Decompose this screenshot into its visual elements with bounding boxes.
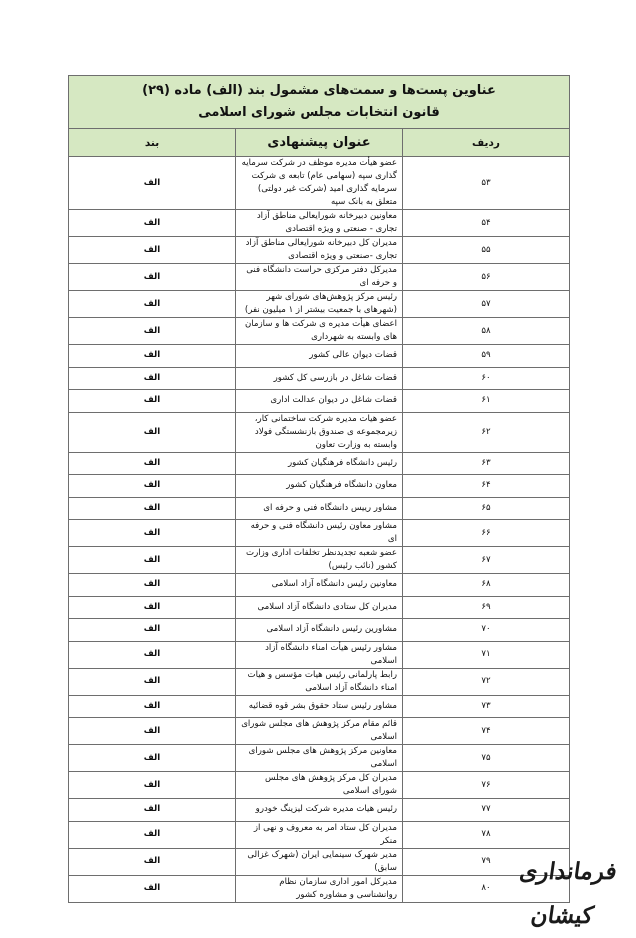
row-number: ۵۷: [403, 291, 570, 318]
row-number: ۵۵: [403, 237, 570, 264]
row-band: الف: [69, 210, 236, 237]
row-title: معاون دانشگاه فرهنگیان کشور: [236, 475, 403, 498]
row-band: الف: [69, 574, 236, 597]
row-title: مدیران کل مرکز پژوهش های مجلس شورای اسلامی: [236, 772, 403, 799]
row-band: الف: [69, 412, 236, 452]
row-band: الف: [69, 452, 236, 475]
row-band: الف: [69, 264, 236, 291]
row-number: ۶۳: [403, 452, 570, 475]
table-row: [69, 475, 570, 498]
row-number: ۶۷: [403, 547, 570, 574]
table-row: [69, 291, 570, 318]
row-band: الف: [69, 596, 236, 619]
row-band: الف: [69, 497, 236, 520]
table-row: [69, 264, 570, 291]
row-band: الف: [69, 799, 236, 822]
row-title: رئیس دانشگاه فرهنگیان کشور: [236, 452, 403, 475]
row-band: الف: [69, 745, 236, 772]
row-band: الف: [69, 668, 236, 695]
row-number: ۷۰: [403, 619, 570, 642]
table-row: [69, 390, 570, 413]
row-number: ۶۹: [403, 596, 570, 619]
row-band: الف: [69, 619, 236, 642]
row-title: قضات شاغل در بازرسی کل کشور: [236, 367, 403, 390]
row-title: معاونین مرکز پژوهش های مجلس شورای اسلامی: [236, 745, 403, 772]
row-band: الف: [69, 718, 236, 745]
table-row: [69, 210, 570, 237]
row-band: الف: [69, 520, 236, 547]
row-band: الف: [69, 367, 236, 390]
row-band: الف: [69, 875, 236, 902]
table-row: [69, 412, 570, 452]
row-number: ۶۱: [403, 390, 570, 413]
row-number: ۷۳: [403, 695, 570, 718]
row-band: الف: [69, 641, 236, 668]
row-title: مدیران کل ستادی دانشگاه آزاد اسلامی: [236, 596, 403, 619]
table-row: [69, 695, 570, 718]
row-number: ۷۶: [403, 772, 570, 799]
row-number: ۶۵: [403, 497, 570, 520]
row-band: الف: [69, 390, 236, 413]
table-row: [69, 875, 570, 902]
table-row: [69, 668, 570, 695]
title-line-1: عناوین پست‌ها و سمت‌های مشمول بند (الف) ماده (۲۹): [142, 83, 496, 98]
table-row: [69, 520, 570, 547]
table-row: [69, 497, 570, 520]
row-band: الف: [69, 695, 236, 718]
row-number: ۵۶: [403, 264, 570, 291]
row-number: ۷۷: [403, 799, 570, 822]
column-header-row: [69, 129, 570, 157]
row-title: رابط پارلمانی رئیس هیات مؤسس و هیات امناء دانشگاه آزاد اسلامی: [236, 668, 403, 695]
row-title: مشاور معاون رئیس دانشگاه فنی و حرفه ای: [236, 520, 403, 547]
row-title: قضات دیوان عالی کشور: [236, 345, 403, 368]
row-title: رئیس هیات مدیره شرکت لیزینگ خودرو: [236, 799, 403, 822]
table-row: [69, 318, 570, 345]
row-band: الف: [69, 848, 236, 875]
row-number: ۶۲: [403, 412, 570, 452]
column-header-title: عنوان پیشنهادی: [236, 129, 403, 157]
table-row: [69, 619, 570, 642]
column-header-num: ردیف: [403, 129, 570, 157]
row-number: ۶۸: [403, 574, 570, 597]
row-band: الف: [69, 237, 236, 264]
table-row: [69, 574, 570, 597]
row-title: معاونین دبیرخانه شورایعالی مناطق آزاد تجاری - صنعتی و ویژه اقتصادی: [236, 210, 403, 237]
row-title: اعضای هیأت مدیره ی شرکت ها و سازمان های وابسته به شهرداری: [236, 318, 403, 345]
row-title: عضو هیأت مدیره موظف در شرکت سرمایه گذاری سپه (سهامی عام) تابعه ی شرکت سرمایه گذاری امید (شرکت غیر دولتی) متعلق به بانک سپه: [236, 157, 403, 210]
row-number: ۷۴: [403, 718, 570, 745]
row-number: ۸۰: [403, 875, 570, 902]
row-title: مشاور رییس دانشگاه فنی و حرفه ای: [236, 497, 403, 520]
logo-watermark: فرمانداری کیشان: [517, 858, 619, 929]
row-band: الف: [69, 291, 236, 318]
row-title: قضات شاغل در دیوان عدالت اداری: [236, 390, 403, 413]
row-number: ۶۶: [403, 520, 570, 547]
row-title: مدیر شهرک سینمایی ایران (شهرک غزالی سابق): [236, 848, 403, 875]
row-title: مشاور رئیس ستاد حقوق بشر قوه قضائیه: [236, 695, 403, 718]
row-band: الف: [69, 157, 236, 210]
table-row: [69, 596, 570, 619]
table-row: [69, 345, 570, 368]
row-number: ۷۵: [403, 745, 570, 772]
table-row: [69, 547, 570, 574]
table-row: [69, 237, 570, 264]
row-title: مدیرکل امور اداری سازمان نظام روانشناسی و مشاوره کشور: [236, 875, 403, 902]
table-row: [69, 157, 570, 210]
row-number: ۷۸: [403, 821, 570, 848]
row-number: ۷۹: [403, 848, 570, 875]
row-title: قائم مقام مرکز پژوهش های مجلس شورای اسلامی: [236, 718, 403, 745]
table-row: [69, 745, 570, 772]
table-row: [69, 772, 570, 799]
table-row: [69, 641, 570, 668]
row-number: ۵۴: [403, 210, 570, 237]
row-band: الف: [69, 318, 236, 345]
row-number: ۵۳: [403, 157, 570, 210]
row-band: الف: [69, 475, 236, 498]
column-header-band: بند: [69, 129, 236, 157]
table-row: [69, 452, 570, 475]
positions-table: [68, 75, 570, 903]
row-band: الف: [69, 772, 236, 799]
row-number: ۷۲: [403, 668, 570, 695]
row-title: رئیس مرکز پژوهش‌های شورای شهر (شهرهای با جمعیت بیشتر از ۱ میلیون نفر): [236, 291, 403, 318]
row-number: ۶۰: [403, 367, 570, 390]
row-number: ۵۸: [403, 318, 570, 345]
row-title: عضو شعبه تجدیدنظر تخلفات اداری وزارت کشور (نائب رئیس): [236, 547, 403, 574]
table-row: [69, 848, 570, 875]
row-title: مدیرکل دفتر مرکزی حراست دانشگاه فنی و حرفه ای: [236, 264, 403, 291]
title-line-2: قانون انتخابات مجلس شورای اسلامی: [198, 105, 440, 120]
row-band: الف: [69, 345, 236, 368]
row-number: ۶۴: [403, 475, 570, 498]
table-row: [69, 718, 570, 745]
table-row: [69, 799, 570, 822]
row-number: ۷۱: [403, 641, 570, 668]
row-title: مشاور رئیس هیأت امناء دانشگاه آزاد اسلامی: [236, 641, 403, 668]
row-band: الف: [69, 547, 236, 574]
row-title: عضو هیات مدیره شرکت ساختمانی کار، زیرمجموعه ی صندوق بازنشستگی فولاد وابسته به وزارت تعاون: [236, 412, 403, 452]
row-title: مدیران کل ستاد امر به معروف و نهی از منکر: [236, 821, 403, 848]
row-title: مشاورین رئیس دانشگاه آزاد اسلامی: [236, 619, 403, 642]
row-number: ۵۹: [403, 345, 570, 368]
row-title: معاونین رئیس دانشگاه آزاد اسلامی: [236, 574, 403, 597]
row-title: مدیران کل دبیرخانه شورایعالی مناطق آزاد تجاری -صنعتی و ویژه اقتصادی: [236, 237, 403, 264]
table-title: [69, 76, 570, 129]
table-row: [69, 821, 570, 848]
table-row: [69, 367, 570, 390]
row-band: الف: [69, 821, 236, 848]
